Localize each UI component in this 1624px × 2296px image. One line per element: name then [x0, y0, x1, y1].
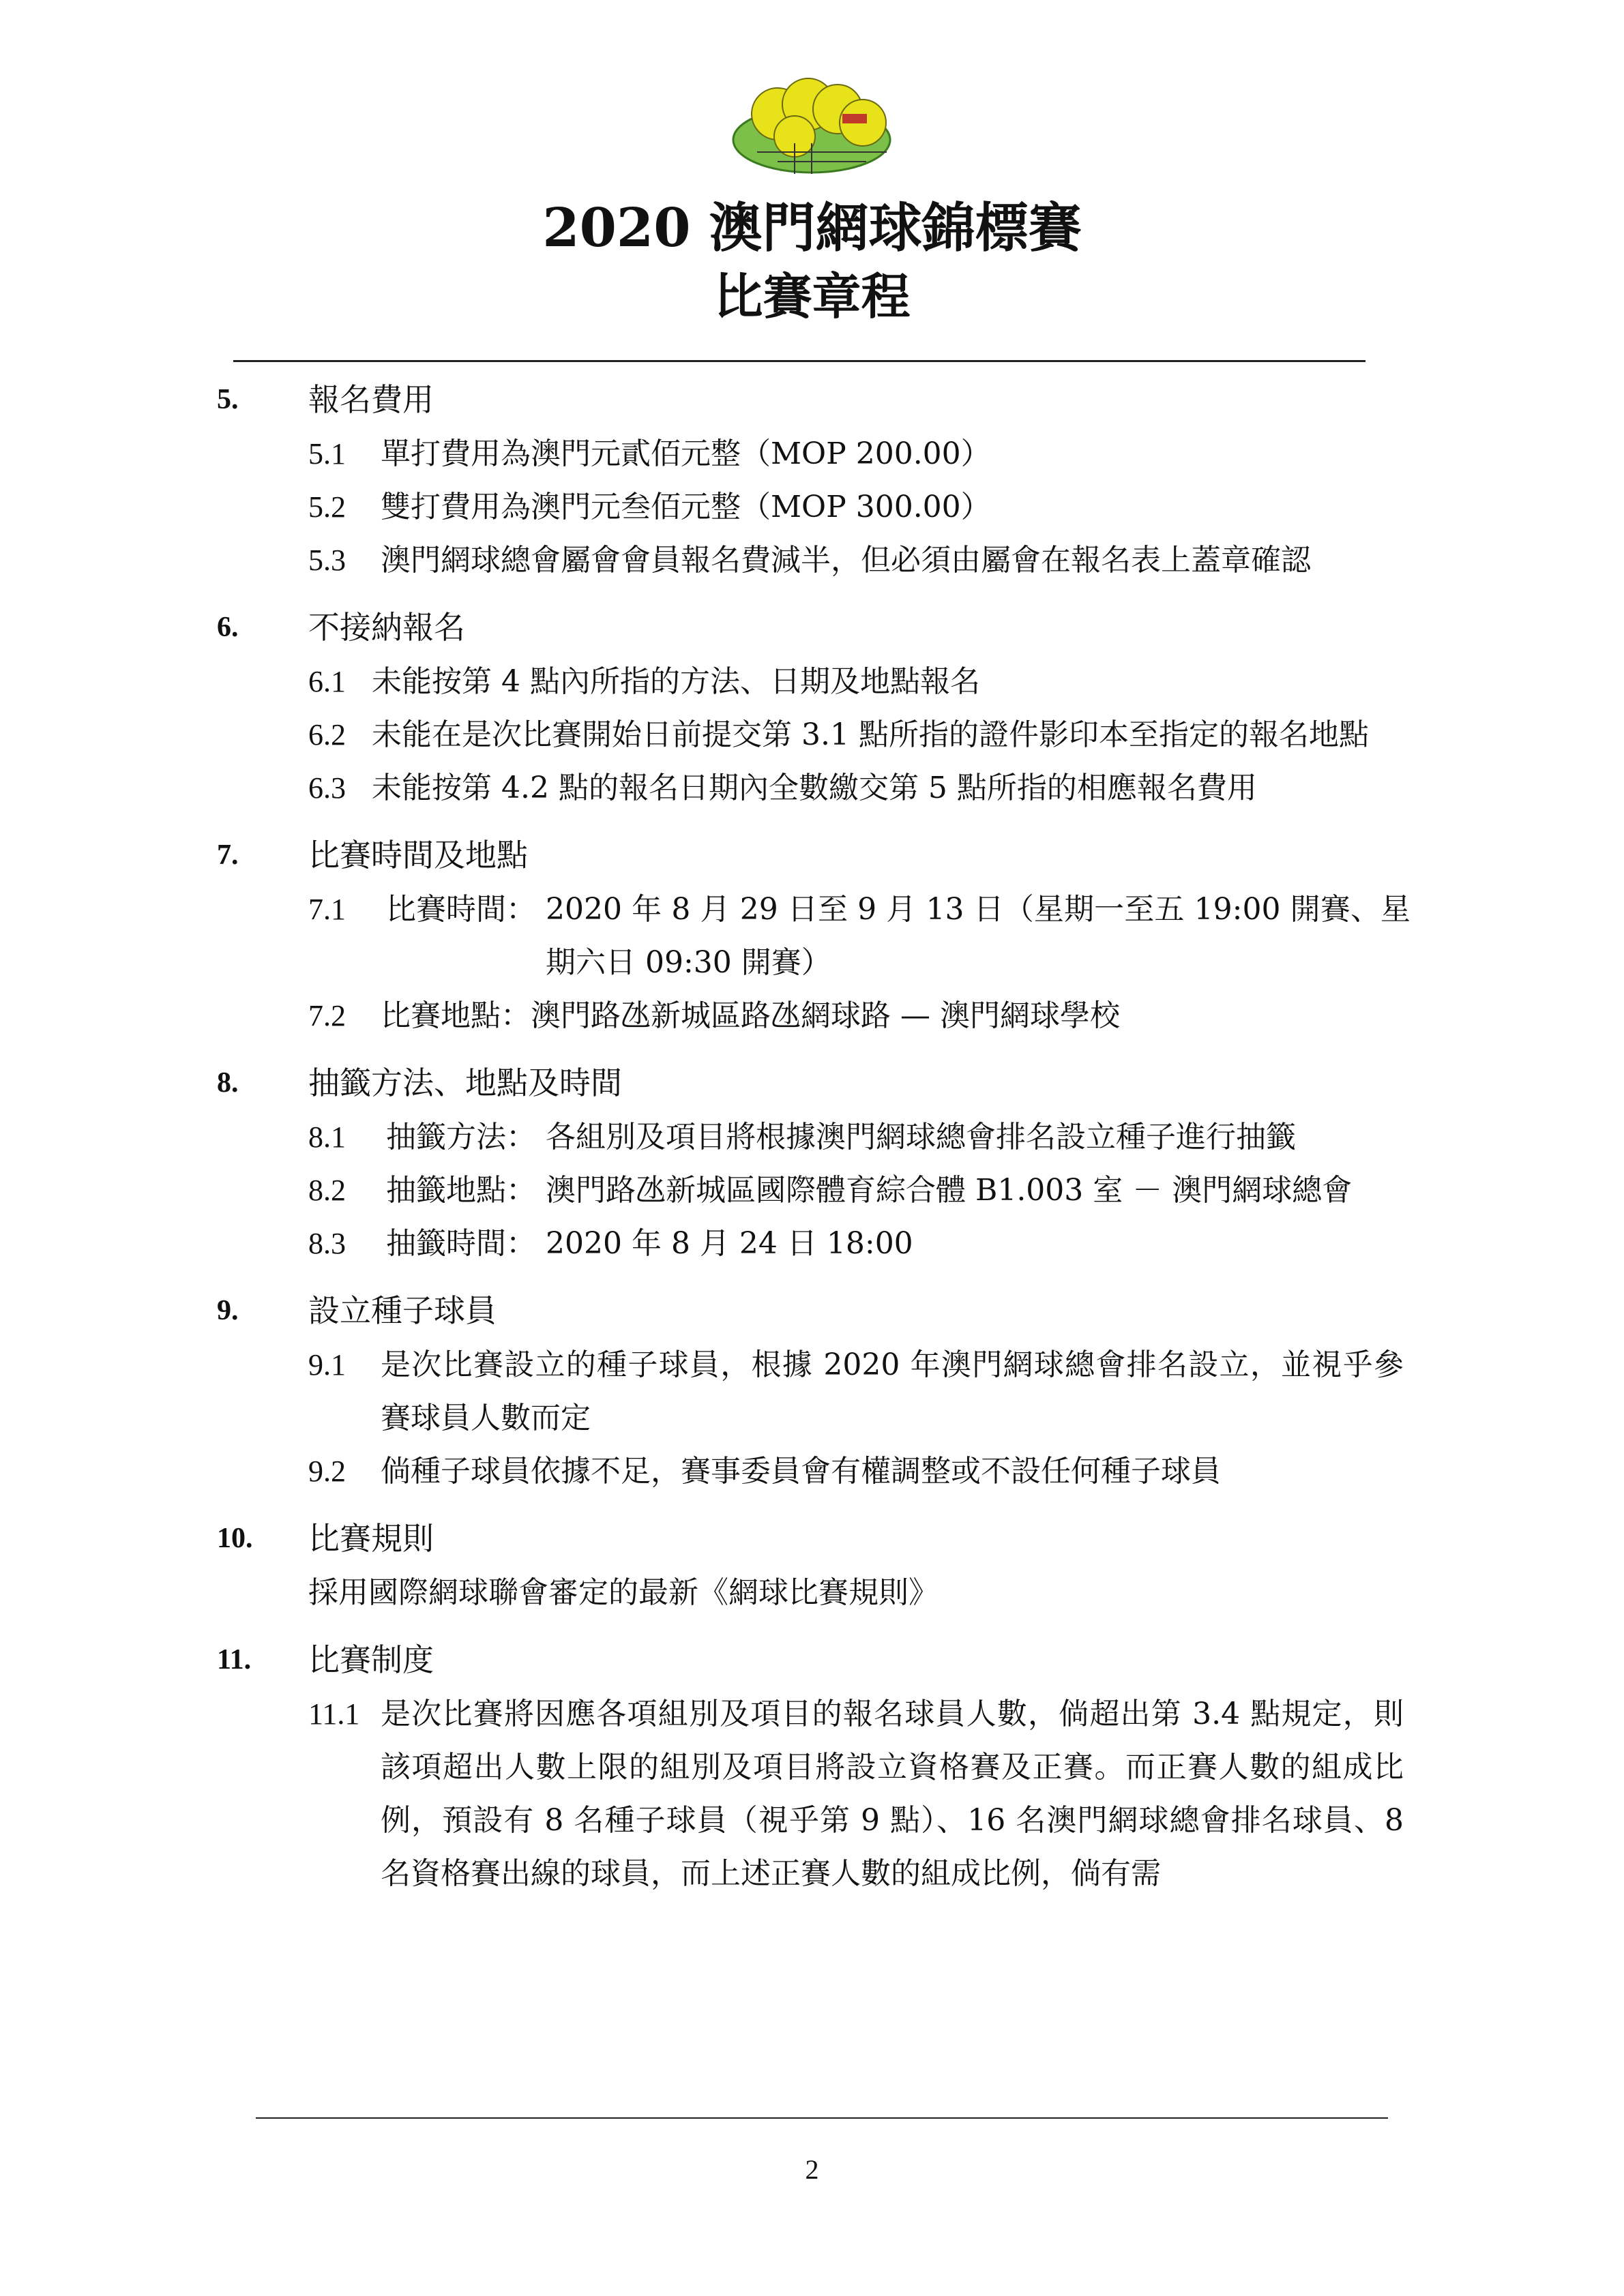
clause-text: 未能按第 4.2 點的報名日期內全數繳交第 5 點所指的相應報名費用	[372, 771, 1257, 805]
clause-11-1	[0, 1688, 1624, 1900]
clause-text: 澳門網球總會屬會會員報名費減半，但必須由屬會在報名表上蓋章確認	[381, 543, 1311, 578]
clause-8-2	[0, 1164, 1624, 1217]
section-number: 8.	[217, 1067, 239, 1099]
clause-text: 未能按第 4 點內所指的方法、日期及地點報名	[372, 664, 980, 699]
clause-number: 8.2	[308, 1174, 346, 1207]
clause-number: 6.3	[308, 771, 346, 805]
clause-9-2	[0, 1445, 1624, 1498]
clause-label: 抽籤方法：	[386, 1120, 536, 1154]
section-number: 5.	[217, 384, 239, 415]
association-logo	[730, 72, 900, 177]
clause-text: 倘種子球員依據不足，賽事委員會有權調整或不設任何種子球員	[381, 1454, 1221, 1489]
clause-text: 是次比賽設立的種子球員，根據 2020 年澳門網球總會排名設立，並視乎參賽球員人數而定	[381, 1347, 1404, 1435]
clause-text: 2020 年 8 月 29 日至 9 月 13 日（星期一至五 19:00 開賽、星期六日 09:30 開賽）	[546, 892, 1411, 980]
clause-number: 5.1	[308, 437, 346, 471]
document-subtitle: 比賽章程	[713, 267, 911, 325]
clause-5-2	[0, 481, 1624, 534]
clause-number: 7.2	[308, 999, 346, 1032]
clause-8-3	[0, 1217, 1624, 1270]
clause-number: 5.2	[308, 490, 346, 524]
clause-text: 單打費用為澳門元貳佰元整（MOP 200.00）	[381, 436, 991, 471]
clause-number: 5.3	[308, 543, 346, 577]
section-9	[0, 1283, 1624, 1498]
header-divider	[233, 360, 1365, 362]
clause-7-1	[0, 883, 1624, 989]
section-number: 10.	[217, 1523, 253, 1554]
clause-6-3	[0, 762, 1624, 815]
section-number: 7.	[217, 839, 239, 871]
section-title: 比賽時間及地點	[308, 837, 528, 874]
clause-label: 抽籤地點：	[386, 1173, 536, 1208]
clause-7-2	[0, 989, 1624, 1043]
clause-8-1	[0, 1111, 1624, 1164]
clause-text: 是次比賽將因應各項組別及項目的報名球員人數，倘超出第 3.4 點規定，則該項超出人數上限的組別及項目將設立資格賽及正賽。而正賽人數的組成比例，預設有 8 名種子球員（視乎第 9 點）、16 名澳門網球總會排名球員、8 名資格賽出線的球員，而上述正賽人數的組成比例，倘有需	[381, 1697, 1404, 1891]
clause-label: 比賽時間：	[386, 892, 536, 927]
section-5	[0, 372, 1624, 587]
section-title: 抽籤方法、地點及時間	[308, 1064, 622, 1101]
footer-divider	[256, 2117, 1388, 2119]
clause-number: 6.2	[308, 718, 346, 751]
clause-text: 雙打費用為澳門元叁佰元整（MOP 300.00）	[381, 490, 991, 524]
clause-number: 11.1	[308, 1697, 360, 1731]
clause-6-1	[0, 655, 1624, 709]
clause-5-3	[0, 534, 1624, 587]
section-7	[0, 827, 1624, 1043]
section-6	[0, 599, 1624, 815]
clause-number: 8.3	[308, 1227, 346, 1260]
clause-number: 9.1	[308, 1348, 346, 1382]
clause-text: 2020 年 8 月 24 日 18:00	[546, 1226, 913, 1261]
section-8	[0, 1055, 1624, 1270]
clause-text: 未能在是次比賽開始日前提交第 3.1 點所指的證件影印本至指定的報名地點	[372, 717, 1369, 752]
section-10	[0, 1510, 1624, 1620]
clause-6-2	[0, 709, 1624, 762]
clause-9-1	[0, 1339, 1624, 1445]
clause-number: 7.1	[308, 893, 346, 926]
page-number: 2	[805, 2154, 819, 2185]
section-number: 11.	[217, 1644, 252, 1675]
section-title: 比賽規則	[308, 1520, 434, 1557]
section-11	[0, 1632, 1624, 1900]
clause-text: 澳門路氹新城區國際體育綜合體 B1.003 室 － 澳門網球總會	[546, 1173, 1353, 1208]
clause-number: 8.1	[308, 1120, 346, 1154]
section-text: 採用國際網球聯會審定的最新《網球比賽規則》	[308, 1575, 939, 1610]
document-title: 2020 澳門網球錦標賽	[542, 197, 1082, 259]
clause-5-1	[0, 428, 1624, 481]
section-title: 報名費用	[308, 381, 434, 418]
clause-number: 6.1	[308, 665, 346, 698]
section-title: 設立種子球員	[308, 1292, 497, 1329]
clause-text: 比賽地點：澳門路氹新城區路氹網球路 — 澳門網球學校	[381, 998, 1120, 1033]
document-body	[0, 372, 1624, 1913]
clause-number: 9.2	[308, 1455, 346, 1488]
section-title: 比賽制度	[308, 1641, 434, 1678]
clause-label: 抽籤時間：	[386, 1226, 536, 1261]
section-title: 不接納報名	[308, 609, 465, 646]
section-number: 6.	[217, 612, 239, 643]
section-number: 9.	[217, 1295, 239, 1326]
clause-text: 各組別及項目將根據澳門網球總會排名設立種子進行抽籤	[546, 1120, 1296, 1154]
